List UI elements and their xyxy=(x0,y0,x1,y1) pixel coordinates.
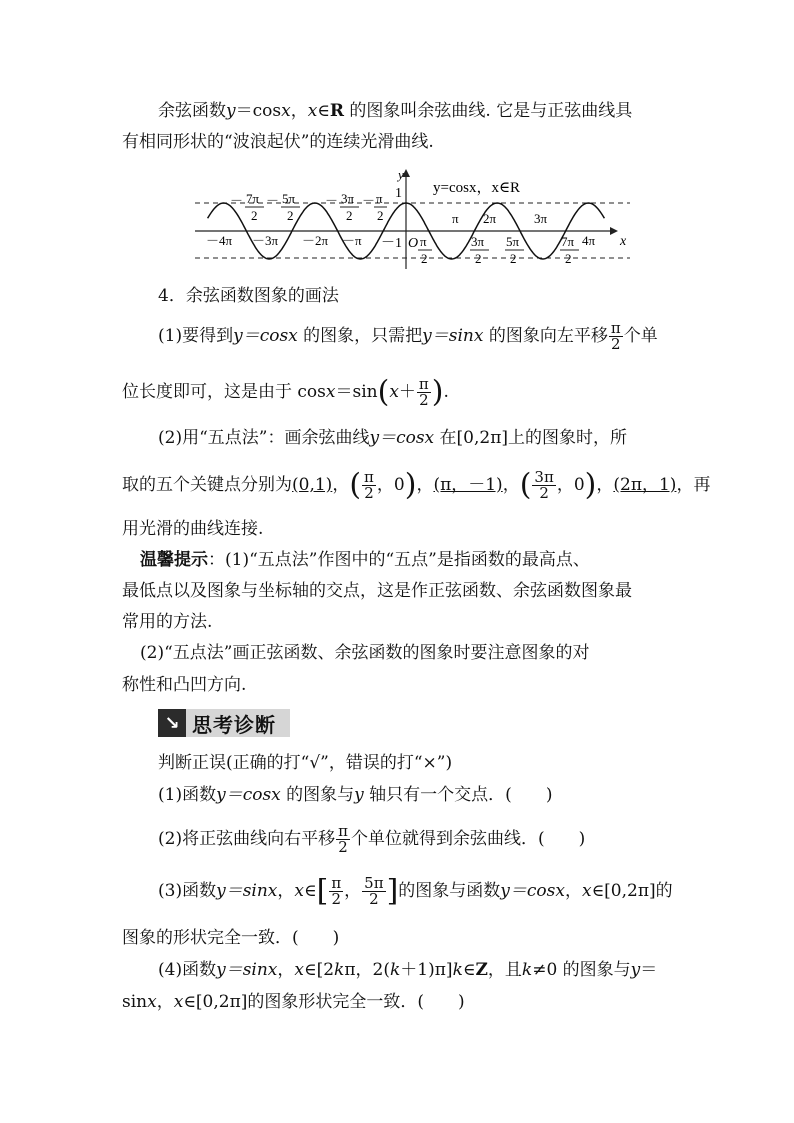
frac-pi-over-2: $\frac{\pi}{2}$ xyxy=(331,874,342,908)
top-label-2pi: 2π xyxy=(483,211,497,226)
top-label-pi: π xyxy=(452,211,459,226)
section-4-p5: 用光滑的曲线连接. xyxy=(122,519,264,539)
bottom-label-neg-2pi: －2π xyxy=(302,233,329,248)
svg-text:2: 2 xyxy=(287,208,294,223)
frac-pi-over-2: $\frac{\pi}{2}$ xyxy=(610,319,621,353)
y-axis-label: y xyxy=(398,167,404,182)
bottom-label-4pi: 4π xyxy=(582,233,596,248)
cosine-curve-graph xyxy=(190,165,640,270)
top-frac-neg-5pi-2 xyxy=(266,191,300,223)
section-4-p2: 位长度即可，这是由于 cosx＝sin(x＋ $\frac{\pi}{2}$ ). xyxy=(122,374,449,410)
frac-pi-over-2: $\frac{\pi}{2}$ xyxy=(338,822,348,856)
intro-line-1: 余弦函数y＝cosx，x∈R 的图象叫余弦曲线. 它是与正弦曲线具 xyxy=(158,101,633,121)
svg-text:2: 2 xyxy=(346,208,353,223)
frac-pi-over-2: $\frac{\pi}{2}$ xyxy=(364,468,374,502)
tip-line-2: 最低点以及图象与坐标轴的交点，这是作正弦函数、余弦函数图象最 xyxy=(122,581,632,601)
section-badge xyxy=(158,708,290,738)
top-label-3pi: 3π xyxy=(534,211,548,226)
arrow-icon: ↘ xyxy=(158,709,186,737)
svg-text:－: － xyxy=(362,193,376,208)
svg-text:2: 2 xyxy=(510,251,517,266)
svg-text:7π: 7π xyxy=(561,234,575,249)
label-minus-one: －1 xyxy=(381,236,402,251)
section-4-p4: 取的五个关键点分别为(0,1)，( $\frac{\pi}{2}$ ，0)，(π，－1)，( $\frac{3\pi}{2}$ ，0)，(2π，1)，再 xyxy=(122,467,711,503)
bottom-frac-pi-2 xyxy=(418,234,432,266)
tip-line-3: 常用的方法. xyxy=(122,612,213,632)
svg-text:3π: 3π xyxy=(341,191,355,206)
svg-text:5π: 5π xyxy=(282,191,296,206)
quiz-intro: 判断正误(正确的打“√”，错误的打“×”) xyxy=(158,753,453,773)
tip-line-1: 温馨提示：(1)“五点法”作图中的“五点”是指函数的最高点、 xyxy=(140,550,590,570)
quiz-q4: (4)函数y＝sinx，x∈[2kπ，2(k＋1)π]k∈Z，且k≠0 的图象与y＝ xyxy=(158,960,658,980)
svg-text:2: 2 xyxy=(421,251,428,266)
x-axis-arrow xyxy=(610,227,618,235)
bottom-label-neg-4pi: －4π xyxy=(206,233,233,248)
intro-line-2: 有相同形状的“波浪起伏”的连续光滑曲线. xyxy=(122,132,434,152)
frac-5pi-over-2: $\frac{5\pi}{2}$ xyxy=(364,874,384,908)
section-4-p1: (1)要得到y＝cosx 的图象，只需把y＝sinx 的图象向左平移 $\frac{\pi}{2}$ 个单 xyxy=(158,319,658,353)
svg-text:7π: 7π xyxy=(246,191,260,206)
graph-equation: y=cosx，x∈R xyxy=(433,180,521,196)
tip-line-5: 称性和凸凹方向. xyxy=(122,675,247,695)
svg-text:－: － xyxy=(266,193,280,208)
quiz-q2: (2)将正弦曲线向右平移 $\frac{\pi}{2}$ 个单位就得到余弦曲线．( ) xyxy=(158,822,586,856)
section-4-title: 4．余弦函数图象的画法 xyxy=(158,286,339,306)
bottom-label-neg-3pi: －3π xyxy=(252,233,279,248)
frac-3pi-over-2: $\frac{3\pi}{2}$ xyxy=(534,468,554,502)
top-frac-neg-7pi-2 xyxy=(230,191,264,223)
svg-text:π: π xyxy=(420,234,427,249)
svg-text:3π: 3π xyxy=(471,234,485,249)
origin-label: O xyxy=(408,236,419,251)
label-one: 1 xyxy=(395,186,402,201)
svg-text:2: 2 xyxy=(377,208,384,223)
svg-text:π: π xyxy=(376,191,383,206)
quiz-q1: (1)函数y＝cosx 的图象与y 轴只有一个交点．( ) xyxy=(158,785,553,805)
section-4-p3: (2)用“五点法”：画余弦曲线y＝cosx 在[0,2π]上的图象时，所 xyxy=(158,428,628,448)
svg-text:5π: 5π xyxy=(506,234,520,249)
svg-text:－: － xyxy=(230,193,244,208)
x-axis-label: x xyxy=(620,234,627,249)
svg-text:－: － xyxy=(325,193,339,208)
tip-label: 温馨提示 xyxy=(140,550,208,570)
bottom-frac-5pi-2 xyxy=(505,234,524,266)
frac-pi-over-2: $\frac{\pi}{2}$ xyxy=(418,375,429,409)
badge-title: 思考诊断 xyxy=(186,709,290,737)
quiz-q4-line-2: sinx，x∈[0,2π]的图象形状完全一致．( ) xyxy=(122,992,465,1012)
bottom-label-neg-pi: －π xyxy=(342,233,362,248)
bottom-frac-7pi-2 xyxy=(560,234,579,266)
svg-text:2: 2 xyxy=(475,251,482,266)
svg-text:2: 2 xyxy=(251,208,258,223)
quiz-q3: (3)函数y＝sinx，x∈[ $\frac{\pi}{2}$ ， $\frac{5\pi}{2}$ ]的图象与函数y＝cosx，x∈[0,2π]的 xyxy=(158,873,673,909)
top-frac-neg-pi-2 xyxy=(362,191,387,223)
tip-line-4: (2)“五点法”画正弦函数、余弦函数的图象时要注意图象的对 xyxy=(140,643,590,663)
quiz-q3-line-2: 图象的形状完全一致．( ) xyxy=(122,928,340,948)
bottom-frac-3pi-2 xyxy=(470,234,489,266)
svg-text:2: 2 xyxy=(565,251,572,266)
